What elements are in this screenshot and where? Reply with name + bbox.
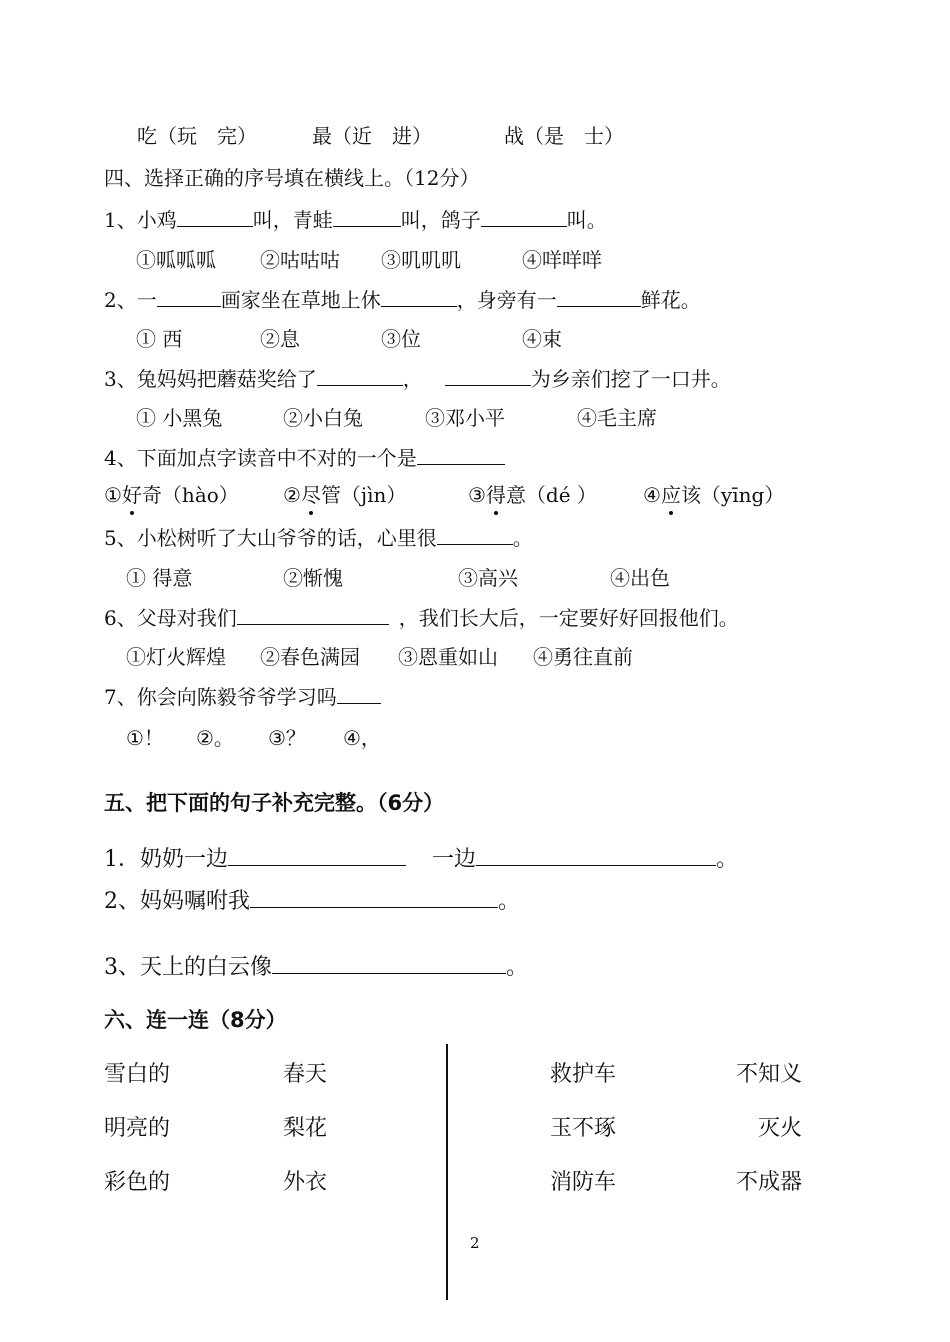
q7-blank[interactable] — [337, 683, 381, 704]
q4-option-4: ④应该（yīng） — [643, 479, 784, 508]
match-right-a-1[interactable]: 救护车 — [550, 1062, 617, 1087]
word-choice-1: 吃（玩 完） — [137, 124, 257, 148]
s1-text-b: 一边 — [432, 847, 477, 872]
match-left-a-2[interactable]: 明亮的 — [104, 1116, 171, 1141]
q2-blank-2[interactable] — [381, 286, 457, 307]
s2-text-a: 2、妈妈嘱咐我 — [104, 889, 250, 914]
q1-option-4: ④咩咩咩 — [522, 248, 602, 272]
q6-text-a: 6、父母对我们 — [104, 606, 237, 630]
q6-text-b: ，我们长大后，一定要好好回报他们。 — [398, 606, 739, 630]
q3-option-1: ① 小黑兔 — [136, 406, 223, 430]
q2-blank-1[interactable] — [157, 286, 221, 307]
q4-dotted-char-1: 好 — [122, 479, 142, 508]
match-left-b-2[interactable]: 梨花 — [283, 1116, 328, 1141]
q2-option-2: ②息 — [260, 327, 300, 351]
q5-option-4: ④出色 — [610, 566, 670, 590]
q1-text-b: 叫，青蛙 — [252, 208, 333, 232]
s1-blank-2[interactable] — [476, 845, 716, 866]
q7-option-3: ③？ — [268, 726, 306, 750]
q6-option-1: ①灯火辉煌 — [126, 645, 226, 669]
match-right-a-3[interactable]: 消防车 — [550, 1170, 617, 1195]
q3-option-2: ②小白兔 — [283, 406, 363, 430]
q3-line — [104, 363, 731, 392]
q4-option-1: ①好奇（hào） — [104, 479, 239, 508]
column-divider — [446, 1044, 448, 1300]
s2-line — [104, 884, 520, 915]
match-left-b-1[interactable]: 春天 — [283, 1062, 328, 1087]
s1-line — [104, 842, 738, 873]
q4-blank[interactable] — [417, 444, 505, 465]
s3-text-b: 。 — [506, 955, 529, 980]
q3-text-c: 为乡亲们挖了一口井。 — [530, 367, 731, 391]
q3-blank-2[interactable] — [445, 365, 531, 386]
q6-option-3: ③恩重如山 — [398, 645, 498, 669]
q4-option-3: ③得意（dé ） — [468, 479, 597, 508]
q6-option-4: ④勇往直前 — [533, 645, 633, 669]
match-right-b-2[interactable]: 灭火 — [757, 1116, 802, 1141]
q5-text-b: 。 — [512, 526, 533, 550]
q3-blank-1[interactable] — [317, 365, 403, 386]
q1-blank-1[interactable] — [177, 206, 253, 227]
match-right-b-3[interactable]: 不成器 — [735, 1170, 802, 1195]
q5-line — [104, 522, 533, 551]
q4-line — [104, 442, 505, 471]
word-choice-2: 最（近 进） — [312, 124, 432, 148]
q4-dotted-char-4: 应 — [661, 479, 681, 508]
page-number: 2 — [470, 1234, 480, 1252]
q2-text-c: ，身旁有一 — [456, 288, 557, 312]
q1-option-1: ①呱呱呱 — [136, 248, 216, 272]
q2-text-d: 鲜花。 — [640, 288, 701, 312]
s1-text-a: 1．奶奶一边 — [104, 847, 228, 872]
q1-option-3: ③叽叽叽 — [381, 248, 461, 272]
q4-option-2: ②尽管（jìn） — [283, 479, 406, 508]
q1-blank-3[interactable] — [481, 206, 567, 227]
q5-option-3: ③高兴 — [458, 566, 518, 590]
q1-option-2: ②咕咕咕 — [260, 248, 340, 272]
match-right-a-2[interactable]: 玉不琢 — [550, 1116, 617, 1141]
q5-text-a: 5、小松树听了大山爷爷的话，心里很 — [104, 526, 437, 550]
section4-title: 四、选择正确的序号填在横线上。（12分） — [104, 166, 480, 190]
q5-option-1: ① 得意 — [126, 566, 193, 590]
q2-option-1: ① 西 — [136, 327, 183, 351]
s3-text-a: 3、天上的白云像 — [104, 955, 272, 980]
q7-option-2: ②。 — [196, 726, 234, 750]
match-right-b-1[interactable]: 不知义 — [735, 1062, 802, 1087]
q3-option-3: ③邓小平 — [425, 406, 505, 430]
q4-dotted-char-2: 尽 — [301, 479, 321, 508]
q6-blank[interactable] — [237, 604, 389, 625]
s2-blank[interactable] — [250, 887, 498, 908]
section6-title: 六、连一连（8分） — [104, 1008, 287, 1032]
q5-blank[interactable] — [437, 524, 513, 545]
q3-option-4: ④毛主席 — [577, 406, 657, 430]
q2-option-4: ④束 — [522, 327, 562, 351]
q2-blank-3[interactable] — [557, 286, 641, 307]
match-left-a-1[interactable]: 雪白的 — [104, 1062, 171, 1087]
q1-text-a: 1、小鸡 — [104, 208, 177, 232]
q2-text-a: 2、一 — [104, 288, 157, 312]
q5-option-2: ②惭愧 — [283, 566, 343, 590]
s1-blank-1[interactable] — [228, 845, 406, 866]
q7-option-4: ④， — [343, 726, 381, 750]
section5-title: 五、把下面的句子补充完整。（6分） — [104, 791, 445, 815]
q6-option-2: ②春色满园 — [260, 645, 360, 669]
s2-text-b: 。 — [498, 889, 521, 914]
q1-text-c: 叫，鸽子 — [400, 208, 481, 232]
q2-text-b: 画家坐在草地上休 — [220, 288, 381, 312]
q2-option-3: ③位 — [381, 327, 421, 351]
q2-line — [104, 284, 701, 313]
q7-option-1: ①！ — [126, 726, 164, 750]
q4-dotted-char-3: 得 — [486, 479, 506, 508]
q1-blank-2[interactable] — [333, 206, 401, 227]
q3-text-a: 3、兔妈妈把蘑菇奖给了 — [104, 367, 317, 391]
q1-text-d: 叫。 — [566, 208, 607, 232]
match-left-a-3[interactable]: 彩色的 — [104, 1170, 171, 1195]
s1-text-c: 。 — [716, 847, 739, 872]
match-left-b-3[interactable]: 外衣 — [283, 1170, 328, 1195]
q1-line — [104, 204, 607, 233]
s3-line — [104, 950, 528, 981]
q6-line — [104, 602, 739, 631]
q3-text-b: ， — [402, 367, 423, 391]
q7-text-a: 7、你会向陈毅爷爷学习吗 — [104, 685, 337, 709]
s3-blank[interactable] — [272, 953, 506, 974]
word-choice-3: 战（是 士） — [504, 124, 624, 148]
q7-line — [104, 681, 381, 710]
q4-text-a: 4、下面加点字读音中不对的一个是 — [104, 446, 417, 470]
